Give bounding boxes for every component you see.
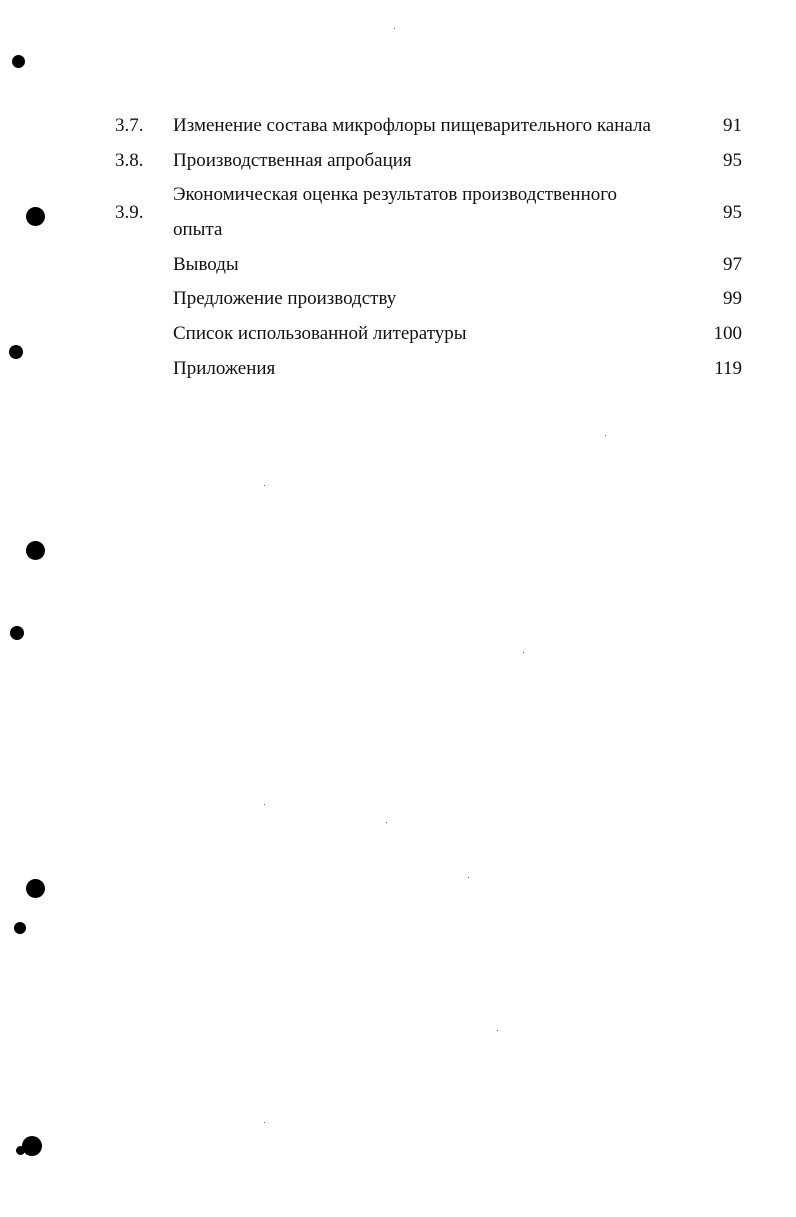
toc-entry-title — [173, 177, 673, 247]
scan-speck — [264, 1122, 265, 1123]
toc-entry-title: Предложение производству — [173, 288, 397, 309]
toc-entry-page: 97 — [723, 254, 742, 275]
punch-hole-icon — [14, 922, 26, 934]
toc-entry-title: Производственная апробация — [173, 150, 412, 171]
scan-speck — [264, 804, 265, 805]
scan-speck — [264, 485, 265, 486]
toc-entry-page: 95 — [723, 202, 742, 223]
toc-entry-title: Список использованной литературы — [173, 323, 467, 344]
toc-entry-title: Изменение состава микрофлоры пищеварительного канала — [173, 115, 651, 136]
toc-entry — [0, 351, 796, 386]
toc-entry — [0, 281, 796, 316]
scan-speck — [497, 1030, 498, 1031]
toc-entry-number: 3.7. — [115, 115, 144, 136]
toc-entry-page: 100 — [713, 323, 742, 344]
toc-entry-title: Приложения — [173, 358, 276, 379]
punch-hole-icon — [26, 879, 45, 898]
punch-hole-icon — [10, 626, 24, 640]
toc-entry — [0, 177, 796, 247]
toc-entry-page: 99 — [723, 288, 742, 309]
scan-speck — [605, 435, 606, 436]
toc-entry — [0, 143, 796, 178]
scan-speck — [386, 822, 387, 823]
toc-entry-page: 91 — [723, 115, 742, 136]
punch-hole-icon — [12, 55, 25, 68]
toc-entry-number: 3.8. — [115, 150, 144, 171]
punch-hole-icon — [16, 1146, 25, 1155]
punch-hole-icon — [26, 541, 45, 560]
punch-hole-icon — [22, 1136, 42, 1156]
toc-entry-title-line: опыта — [173, 219, 223, 240]
toc-entry — [0, 247, 796, 282]
scan-speck — [468, 877, 469, 878]
toc-entry — [0, 316, 796, 351]
toc-entry-number: 3.9. — [115, 202, 144, 223]
toc-entry — [0, 108, 796, 143]
toc-entry-page: 119 — [714, 358, 742, 379]
scan-speck — [394, 28, 395, 29]
toc-entry-title: Выводы — [173, 254, 239, 275]
toc-entry-title-line: Экономическая оценка результатов производственного — [173, 184, 618, 205]
toc-entry-page: 95 — [723, 150, 742, 171]
scan-speck — [523, 652, 524, 653]
